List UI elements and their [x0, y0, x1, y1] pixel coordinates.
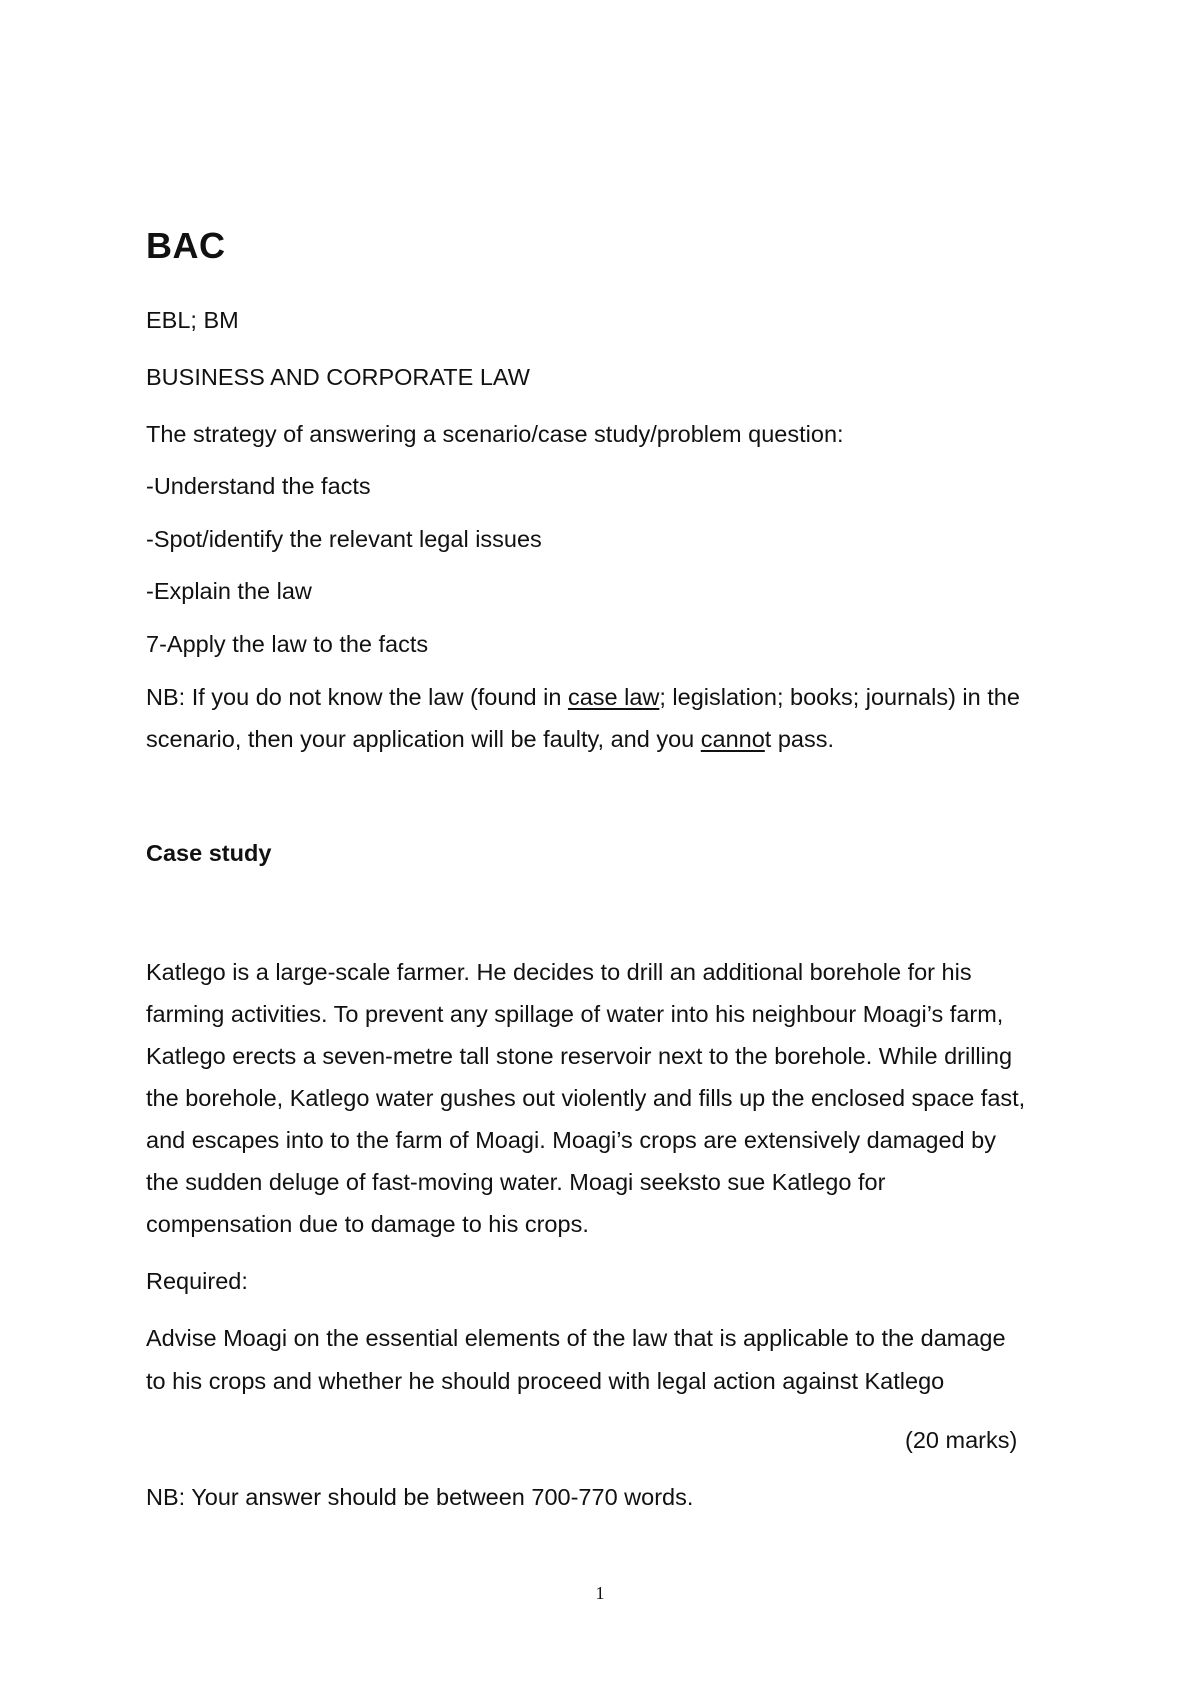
- nb-note-line-1: [146, 682, 1020, 712]
- course-name: BUSINESS AND CORPORATE LAW: [146, 364, 530, 390]
- case-study-line: Katlego erects a seven-metre tall stone reservoir next to the borehole. While drilling: [146, 1043, 1013, 1069]
- nb-note-text: scenario, then your application will be faulty, and you: [146, 726, 701, 752]
- nb-note-text: t pass.: [764, 726, 835, 752]
- nb-note-text: NB: If you do not know the law (found in: [146, 684, 568, 710]
- advise-line: to his crops and whether he should proceed with legal action against Katlego: [146, 1368, 945, 1394]
- case-study-line: compensation due to damage to his crops.: [146, 1211, 589, 1237]
- required-label: Required:: [146, 1268, 248, 1294]
- course-code: EBL; BM: [146, 307, 239, 333]
- case-study-line: Katlego is a large-scale farmer. He decides to drill an additional borehole for his: [146, 959, 972, 985]
- strategy-step: -Explain the law: [146, 578, 312, 604]
- cannot-underlined: canno: [700, 726, 765, 752]
- strategy-step: -Spot/identify the relevant legal issues: [146, 526, 542, 552]
- strategy-step: -Understand the facts: [146, 473, 371, 499]
- case-law-underlined: case law: [567, 684, 660, 710]
- case-study-heading: Case study: [146, 840, 272, 866]
- nb-note-text: ; legislation; books; journals) in the: [659, 684, 1020, 710]
- case-study-line: the sudden deluge of fast-moving water. Moagi seeksto sue Katlego for: [146, 1169, 886, 1195]
- page-number: 1: [595, 1583, 605, 1603]
- advise-line: Advise Moagi on the essential elements of the law that is applicable to the damage: [146, 1325, 1006, 1351]
- strategy-intro: The strategy of answering a scenario/case study/problem question:: [146, 421, 844, 447]
- word-limit-note: NB: Your answer should be between 700-770 words.: [146, 1484, 694, 1510]
- nb-note-line-2: [146, 724, 834, 754]
- strategy-step: 7-Apply the law to the facts: [146, 631, 429, 657]
- case-study-line: farming activities. To prevent any spillage of water into his neighbour Moagi’s farm,: [146, 1001, 1004, 1027]
- document-title: BAC: [146, 225, 226, 266]
- case-study-line: and escapes into to the farm of Moagi. Moagi’s crops are extensively damaged by: [146, 1127, 996, 1153]
- marks-label: (20 marks): [905, 1427, 1018, 1453]
- case-study-line: the borehole, Katlego water gushes out violently and fills up the enclosed space fast,: [146, 1085, 1026, 1111]
